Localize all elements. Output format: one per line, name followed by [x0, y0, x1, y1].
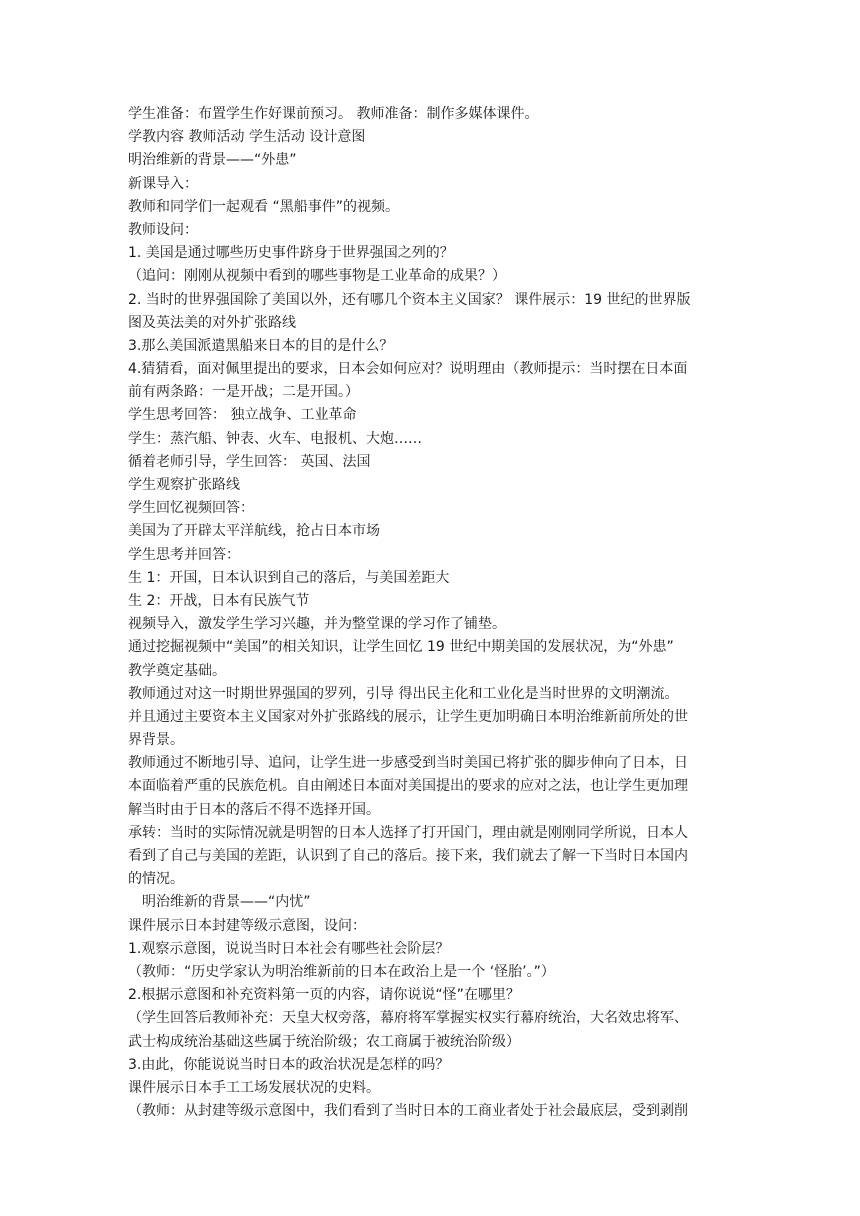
- text-line: 课件展示日本手工工场发展状况的史料。: [128, 1079, 380, 1096]
- text-line: 图及英法美的对外扩张路线: [128, 314, 296, 331]
- section-heading: 明治维新的背景——“内忧”: [142, 894, 311, 911]
- text-line: 本面临着严重的民族危机。自由阐述日本面对美国提出的要求的应对之法，也让学生更加理: [128, 778, 688, 795]
- text-line: 界背景。: [128, 732, 184, 749]
- text-line: 4.猜猜看，面对佩里提出的要求，日本会如何应对？说明理由（教师提示：当时摆在日本面: [128, 361, 688, 378]
- text-line: （追问：刚刚从视频中看到的哪些事物是工业革命的成果？）: [128, 268, 506, 285]
- text-line: 2.根据示意图和补充资料第一页的内容，请你说说“怪”在哪里？: [128, 987, 520, 1004]
- text-line: 教学奠定基础。: [128, 662, 226, 679]
- text-line: （学生回答后教师补充：天皇大权旁落，幕府将军掌握实权实行幕府统治，大名效忠将军、: [128, 1010, 688, 1027]
- text-line: 通过挖掘视频中“美国”的相关知识，让学生回忆 19 世纪中期美国的发展状况，为“外患”: [128, 639, 674, 656]
- document-body: [128, 103, 740, 1123]
- text-line: 3.那么美国派遣黑船来日本的目的是什么？: [128, 337, 394, 354]
- text-line: 学生思考并回答：: [128, 546, 240, 563]
- text-line: 1. 美国是通过哪些历史事件跻身于世界强国之列的？: [128, 245, 454, 262]
- text-line: 教师设问：: [128, 221, 198, 238]
- text-line: 的情况。: [128, 871, 184, 888]
- text-line: 武士构成统治基础这些属于统治阶级；农工商属于被统治阶级）: [128, 1033, 520, 1050]
- text-line: 新课导入：: [128, 175, 198, 192]
- text-line: 生 2：开战，日本有民族气节: [128, 592, 310, 609]
- text-line: 学生准备：布置学生作好课前预习。 教师准备：制作多媒体课件。: [128, 106, 539, 122]
- text-line: 学教内容 教师活动 学生活动 设计意图: [128, 129, 366, 146]
- text-line: 循着老师引导，学生回答： 英国、法国: [128, 453, 371, 470]
- text-line: 教师通过不断地引导、追问，让学生进一步感受到当时美国已将扩张的脚步伸向了日本，日: [128, 755, 688, 772]
- text-line: 并且通过主要资本主义国家对外扩张路线的展示，让学生更加明确日本明治维新前所处的世: [128, 708, 688, 725]
- text-line: （教师：从封建等级示意图中，我们看到了当时日本的工商业者处于社会最底层，受到剥削: [128, 1103, 688, 1120]
- text-line: 学生观察扩张路线: [128, 477, 240, 493]
- text-line: 看到了自己与美国的差距，认识到了自己的落后。接下来，我们就去了解一下当时日本国内: [128, 848, 688, 864]
- text-line: 前有两条路：一是开战；二是开国。）: [128, 384, 359, 401]
- section-heading: 明治维新的背景——“外患”: [128, 152, 297, 169]
- text-line: 承转：当时的实际情况就是明智的日本人选择了打开国门，理由就是刚刚同学所说，日本人: [128, 824, 688, 841]
- text-line: 学生：蒸汽船、钟表、火车、电报机、大炮……: [128, 430, 422, 447]
- text-line: 教师和同学们一起观看 “黑船事件”的视频。: [128, 198, 399, 215]
- text-line: 课件展示日本封建等级示意图，设问：: [128, 917, 366, 934]
- text-line: 3.由此，你能说说当时日本的政治状况是怎样的吗？: [128, 1056, 450, 1073]
- text-line: 教师通过对这一时期世界强国的罗列，引导 得出民主化和工业化是当时世界的文明潮流。: [128, 685, 679, 702]
- text-line: 1.观察示意图，说说当时日本社会有哪些社会阶层？: [128, 940, 450, 957]
- text-line: 生 1：开国，日本认识到自己的落后，与美国差距大: [128, 569, 450, 586]
- text-line: 学生思考回答： 独立战争、工业革命: [128, 407, 357, 424]
- text-line: 美国为了开辟太平洋航线，抢占日本市场: [128, 523, 380, 540]
- text-line: 学生回忆视频回答：: [128, 500, 254, 517]
- text-line: 2. 当时的世界强国除了美国以外，还有哪几个资本主义国家？ 课件展示：19 世纪的世界版: [128, 291, 691, 308]
- text-line: （教师：“历史学家认为明治维新前的日本在政治上是一个 ‘怪胎’。”）: [128, 963, 555, 980]
- text-line: 解当时由于日本的落后不得不选择开国。: [128, 801, 380, 818]
- text-line: 视频导入，激发学生学习兴趣，并为整堂课的学习作了铺垫。: [128, 616, 506, 633]
